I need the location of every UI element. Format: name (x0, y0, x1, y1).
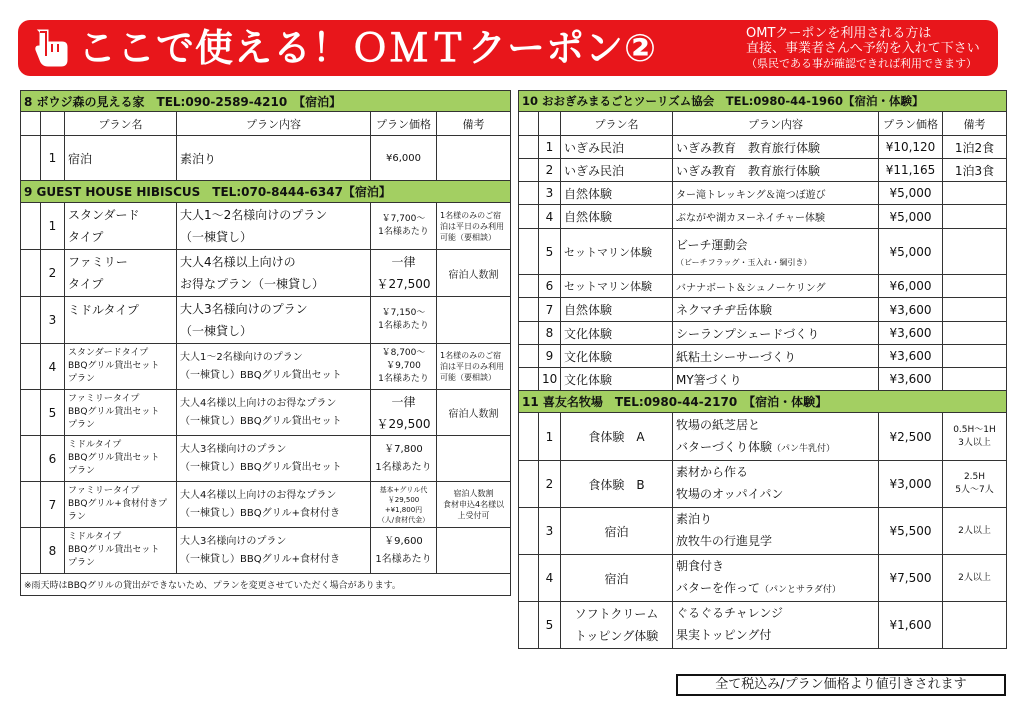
table-row: 1 いぎみ民泊 いぎみ教育 教育旅行体験 ¥10,120 1泊2食 (519, 136, 1007, 159)
table-row: 3 自然体験 ター滝トレッキング＆滝つぼ遊び ¥5,000 (519, 182, 1007, 205)
table-row: 6 セットマリン体験 バナナボート＆シュノーケリング ¥6,000 (519, 275, 1007, 298)
section-9-header: 9 GUEST HOUSE HIBISCUS TEL:070-8444-6347【宿泊】 (21, 181, 511, 203)
table-header-row: プラン名 プラン内容 プラン価格 備考 (519, 112, 1007, 136)
section-11-header: 11 喜友名牧場 TEL:0980-44-2170 【宿泊・体験】 (519, 391, 1007, 413)
table-row: 7 ファミリータイプ BBQグリル+食材付きプ ラン 大人4名様以上向けのお得なプラン （一棟貸し）BBQグリル+食材付き 基本+グリル代 ￥29,500 +¥1,800円 （人/食材代金） 宿泊人数割 食材申込4名様以 上受付可 (21, 482, 511, 528)
header-banner (18, 20, 998, 76)
section-10-header: 10 おおぎみまるごとツーリズム協会 TEL:0980-44-1960【宿泊・体験】 (519, 91, 1007, 112)
section-8-header: 8 ボウジ森の見える家 TEL:090-2589-4210 【宿泊】 (21, 91, 511, 112)
table-row: 4 スタンダードタイプ BBQグリル貸出セット プラン 大人1～2名様向けのプラン （一棟貸し）BBQグリル貸出セット ￥8,700～ ￥9,700 1名様あたり 1名様のみのご宿 泊は平日のみ利用 可能（要相談） (21, 344, 511, 390)
page-title: ここで使える！ＯＭＴクーポン② (78, 26, 658, 70)
table-row: 1 スタンダード タイプ 大人1～2名様向けのプラン （一棟貸し） ￥7,700～ 1名様あたり 1名様のみのご宿 泊は平日のみ利用 可能（要相談） (21, 203, 511, 250)
right-coupon-table (518, 90, 1007, 649)
table-row: 2 いぎみ民泊 いぎみ教育 教育旅行体験 ¥11,165 1泊3食 (519, 159, 1007, 182)
table-row: 5 セットマリン体験 ビーチ運動会 （ビーチフラッグ・玉入れ・綱引き） ¥5,000 (519, 229, 1007, 275)
table-row: 9 文化体験 紙粘土シーサーづくり ¥3,600 (519, 345, 1007, 368)
table-row: 8 文化体験 シーランプシェードづくり ¥3,600 (519, 322, 1007, 345)
banner-note: OMTクーポンを利用される方は 直接、事業者さんへ予約を入れて下さい （県民である事が確認できれば利用できます） (746, 26, 980, 70)
table-row: 3 ミドルタイプ 大人3名様向けのプラン （一棟貸し） ￥7,150～ 1名様あたり (21, 297, 511, 344)
table-row: 3 宿泊 素泊り 放牧牛の行進見学 ¥5,500 2人以上 (519, 508, 1007, 555)
table-row: 10 文化体験 MY箸づくり ¥3,600 (519, 368, 1007, 391)
table-row: 7 自然体験 ネクマチヂ岳体験 ¥3,600 (519, 298, 1007, 322)
table-row: 4 自然体験 ぶながや湖カヌーネイチャー体験 ¥5,000 (519, 205, 1007, 229)
tax-note: 全て税込み/プラン価格より値引きされます (676, 674, 1006, 696)
table-header-row: プラン名 プラン内容 プラン価格 備考 (21, 112, 511, 136)
table-row: 5 ソフトクリーム トッピング体験 ぐるぐるチャレンジ 果実トッピング付 ¥1,600 (519, 602, 1007, 649)
table-row: 2 食体験 B 素材から作る 牧場のオッパイパン ¥3,000 2.5H 5人～7人 (519, 461, 1007, 508)
table-row: 4 宿泊 朝食付き バターを作って（パンとサラダ付） ¥7,500 2人以上 (519, 555, 1007, 602)
table-row: 6 ミドルタイプ BBQグリル貸出セット プラン 大人3名様向けのプラン （一棟貸し）BBQグリル貸出セット ￥7,800 1名様あたり (21, 436, 511, 482)
table-row: 5 ファミリータイプ BBQグリル貸出セット プラン 大人4名様以上向けのお得なプラン （一棟貸し）BBQグリル貸出セット 一律 ￥29,500 宿泊人数割 (21, 390, 511, 436)
left-coupon-table (20, 90, 511, 596)
table-row: 1 宿泊 素泊り ¥6,000 (21, 136, 511, 181)
pointing-hand-icon (32, 26, 70, 70)
table-row: 1 食体験 A 牧場の紙芝居と バターづくり体験（パン牛乳付） ¥2,500 0.5H～1H 3人以上 (519, 413, 1007, 461)
table-row: 2 ファミリー タイプ 大人4名様以上向けの お得なプラン（一棟貸し） 一律 ￥27,500 宿泊人数割 (21, 250, 511, 297)
table-row: 8 ミドルタイプ BBQグリル貸出セット プラン 大人3名様向けのプラン （一棟貸し）BBQグリル+食材付き ￥9,600 1名様あたり (21, 528, 511, 574)
footnote-row: ※雨天時はBBQグリルの貸出ができないため、プランを変更させていただく場合があります。 (21, 574, 511, 596)
